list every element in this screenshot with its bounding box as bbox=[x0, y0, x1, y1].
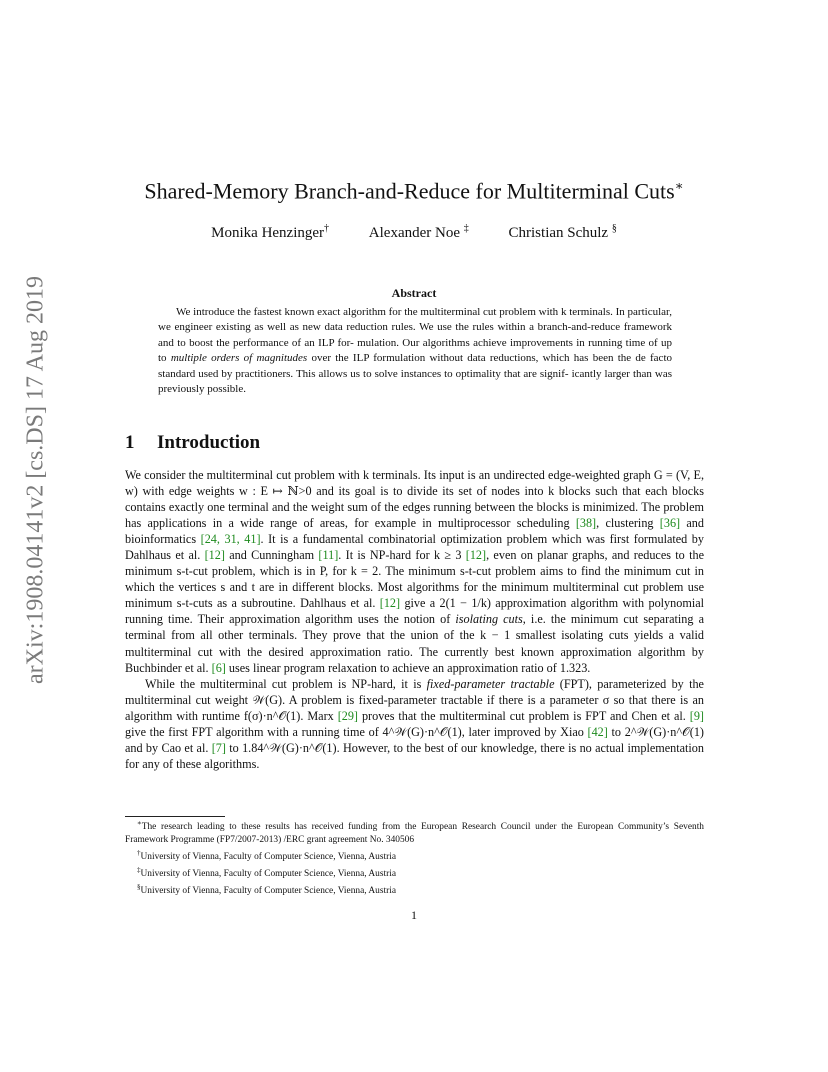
footnote: §University of Vienna, Faculty of Computer Science, Vienna, Austria bbox=[137, 882, 397, 896]
citation-link[interactable]: [29] bbox=[337, 708, 358, 723]
section-title: Introduction bbox=[157, 432, 261, 453]
title-text: Shared-Memory Branch-and-Reduce for Multiterminal Cuts bbox=[144, 178, 675, 204]
arxiv-sidebar bbox=[16, 276, 56, 684]
author bbox=[211, 223, 329, 242]
page-number: 1 bbox=[411, 908, 417, 922]
citation-link[interactable]: [42] bbox=[587, 724, 608, 739]
paper-title bbox=[0, 178, 828, 204]
citation-link[interactable]: [12] bbox=[379, 596, 401, 611]
author bbox=[369, 223, 469, 242]
author-mark: § bbox=[611, 223, 617, 234]
title-footnote-mark: ∗ bbox=[674, 178, 684, 193]
citation-link[interactable]: [11] bbox=[318, 548, 339, 563]
author-name: Alexander Noe bbox=[368, 225, 461, 241]
author bbox=[509, 223, 617, 242]
citation-link[interactable]: [12] bbox=[465, 548, 487, 563]
footnotes bbox=[125, 817, 704, 897]
citation-link[interactable]: [9] bbox=[689, 708, 704, 723]
paragraph: We consider the multiterminal cut problem with k terminals. Its input is an undirected edge-weighted graph G = (V, E, w) with edge weights w : E ↦ ℕ>0 and its goal is to divide its set of nodes into k blocks such that each blocks contains exactly one terminal and the weight sum of the edges running between the blocks is minimized. The problem has applications in a wide range of areas, for example in multiprocessor scheduling [38], clustering [36] and bioinformatics [24, 31, 41]. It is a fundamental combinatorial optimization problem which was first formulated by Dahlhaus et al. [12] and Cunningham [11]. It is NP-hard for k ≥ 3 [12], even on planar graphs, and reduces to the minimum s-t-cut problem, which is in P, for k = 2. The minimum s-t-cut problem aims to find the minimum cut in which the vertices s and t are in different blocks. Most algorithms for the minimum multiterminal cut problem use minimum s-t-cuts as a subroutine. Dahlhaus et al. [12] give a 2(1 − 1/k) approximation algorithm with polynomial running time. Their approximation algorithm uses the notion of isolating cuts, i.e. the minimum cut separating a terminal from all other terminals. They prove that the union of the k − 1 smallest isolating cuts yields a valid multiterminal cut with the desired approximation ratio. The currently best known approximation algorithm by Buchbinder et al. [6] uses linear program relaxation to achieve an approximation ratio of 1.323. bbox=[125, 468, 705, 675]
author-name: Christian Schulz bbox=[508, 225, 609, 241]
arxiv-identifier: arXiv:1908.04141v2 [cs.DS] 17 Aug 2019 bbox=[22, 276, 49, 684]
citation-link[interactable]: [38] bbox=[575, 516, 597, 531]
footnote: ‡University of Vienna, Faculty of Computer Science, Vienna, Austria bbox=[137, 865, 397, 879]
section-heading bbox=[125, 432, 260, 454]
citation-link[interactable]: [7] bbox=[211, 740, 226, 755]
abstract-text: We introduce the fastest known exact algorithm for the multiterminal cut problem with k terminals. In particular, we engineer existing as well as new data reduction rules. We use the rules within a branch-and-reduce framework and to boost the performance of an ILP for- mulation. Our algorithms achieve improvements in running time of up to multiple orders of magnitudes over the ILP formulation without data reductions, which has been the de facto standard used by practitioners. This allows us to solve instances to optimality that are signif- icantly larger than was previously possible. bbox=[158, 306, 673, 396]
author-list bbox=[0, 223, 828, 242]
citation-link[interactable]: [6] bbox=[211, 660, 226, 675]
paragraph: While the multiterminal cut problem is NP-hard, it is fixed-parameter tractable (FPT), parameterized by the multiterminal cut weight 𝒲(G). A problem is fixed-parameter tractable if there is a parameter σ so that there is an algorithm with runtime f(σ)·n^𝒪(1). Marx [29] proves that the multiterminal cut problem is FPT and Chen et al. [9] give the first FPT algorithm with a running time of 4^𝒲(G)·n^𝒪(1), later improved by Xiao [42] to 2^𝒲(G)·n^𝒪(1) and by Cao et al. [7] to 1.84^𝒲(G)·n^𝒪(1). However, to the best of our knowledge, there is no actual implementation for any of these algorithms. bbox=[125, 676, 704, 771]
section-number: 1 bbox=[125, 432, 135, 453]
abstract-heading: Abstract bbox=[391, 286, 437, 300]
author-name: Monika Henzinger bbox=[211, 225, 325, 241]
author-mark: ‡ bbox=[463, 223, 469, 234]
citation-link[interactable]: [24, 31, 41] bbox=[200, 532, 261, 547]
author-mark: † bbox=[324, 223, 330, 234]
citation-link[interactable]: [12] bbox=[204, 548, 225, 563]
footnote: ∗The research leading to these results has received funding from the European Research Council under the European Community’s Seventh Framework Programme (FP7/2007-2013) /ERC grant agreement No. 340506 bbox=[125, 819, 704, 845]
footnote: †University of Vienna, Faculty of Computer Science, Vienna, Austria bbox=[137, 848, 397, 862]
section-body bbox=[125, 467, 704, 772]
citation-link[interactable]: [36] bbox=[659, 516, 681, 531]
